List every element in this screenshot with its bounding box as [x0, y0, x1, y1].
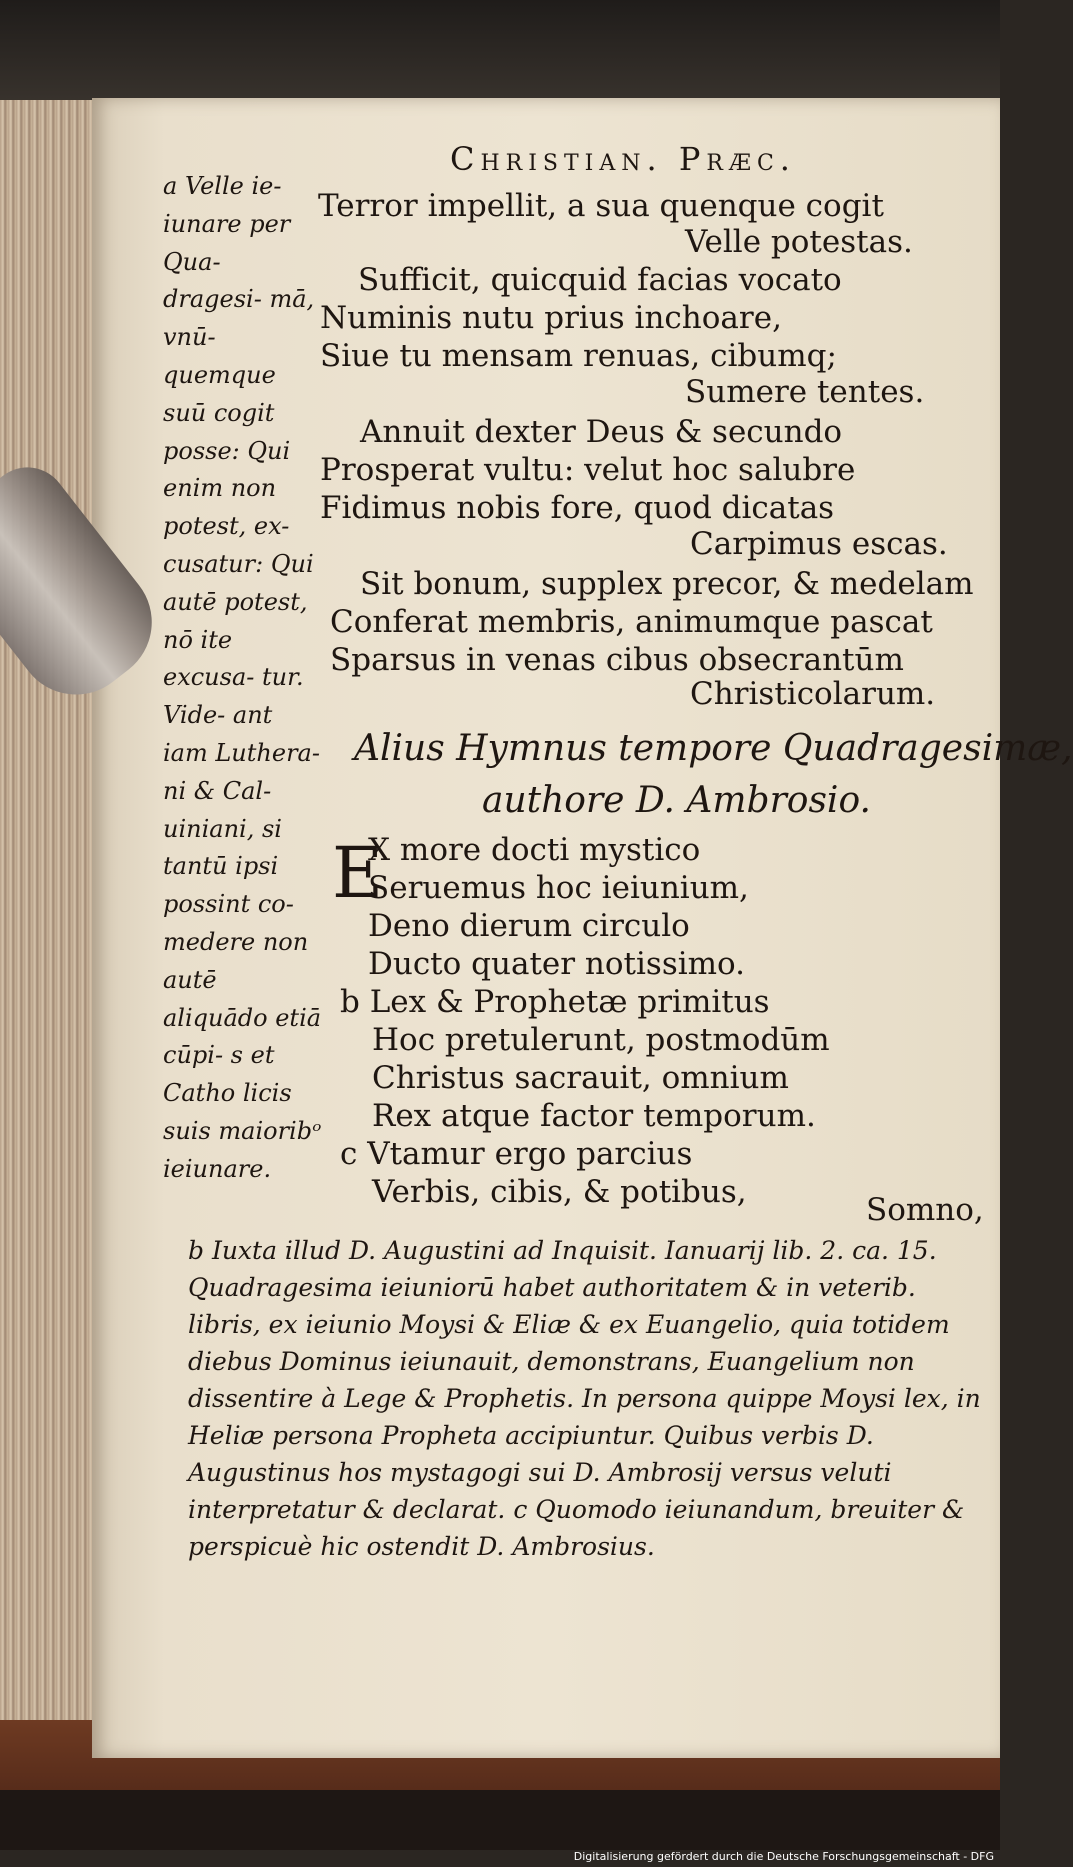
verse-line: Sit bonum, supplex precor, & medelam — [360, 566, 974, 602]
verse-line: Deno dierum circulo — [368, 908, 690, 944]
verse-line: Velle potestas. — [685, 224, 913, 260]
verse-line: Conferat membris, animumque pascat — [330, 604, 933, 640]
verse-line: Sparsus in venas cibus obsecrantūm — [330, 642, 904, 678]
verse-line: Seruemus hoc ieiunium, — [368, 870, 749, 906]
verse-line: Christus sacrauit, omnium — [372, 1060, 789, 1096]
footnotes: b Iuxta illud D. Augustini ad Inquisit. Ianuarij lib. 2. ca. 15. Quadragesima ieiuniorū habet authoritatem & in veterib. libris, ex ieiunio Moysi & Eliæ & ex Euangelio, quia totidem diebus Dominus ieiunauit, demonstrans, Euangelium non dissentire à Lege & Prophetis. In persona quippe Moysi lex, in Heliæ persona Propheta accipiuntur. Quibus verbis D. Augustinus hos mystagogi sui D. Ambrosij versus veluti interpretatur & declarat. c Quomodo ieiunandum, breuiter & perspicuè hic ostendit D. Ambrosius. — [188, 1236, 981, 1561]
drop-capital: E — [332, 832, 384, 914]
verse-line: Verbis, cibis, & potibus, — [372, 1174, 747, 1210]
verse-line: X more docti mystico — [368, 832, 701, 868]
verse-line: Christicolarum. — [690, 676, 936, 712]
verse-line: c Vtamur ergo parcius — [340, 1136, 693, 1172]
verse-line: Annuit dexter Deus & secundo — [360, 414, 843, 450]
hymn-heading-line-1: Alius Hymnus tempore Quadragesimæ, — [354, 728, 1073, 769]
verse-line: Numinis nutu prius inchoare, — [320, 300, 782, 336]
margin-note: a Velle ie- iunare per Qua- dragesi- mā, vnū- quemque suū cogit posse: Qui enim non potest, ex- cusatur: Qui autē potest, nō ite excusa- tur. Vide- ant iam Luthera- ni & Cal- uiniani, si tantū ipsi possint co- medere non autē aliquādo etiā cūpi- s et Catho licis suis maioribᵒ ieiunare. — [163, 172, 322, 1183]
verse-line: Ducto quater notissimo. — [368, 946, 746, 982]
verse-line: Sumere tentes. — [685, 374, 925, 410]
verse-line: b Lex & Prophetæ primitus — [340, 984, 770, 1020]
verse-line: Prosperat vultu: velut hoc salubre — [320, 452, 856, 488]
background-top — [0, 0, 1000, 110]
verse-line: Rex atque factor temporum. — [372, 1098, 816, 1134]
verse-line: Sufficit, quicquid facias vocato — [358, 262, 842, 298]
background-bottom — [0, 1790, 1000, 1850]
digitization-credit: Digitalisierung gefördert durch die Deutsche Forschungsgemeinschaft - DFG — [573, 1850, 994, 1863]
verse-line: Hoc pretulerunt, postmodūm — [372, 1022, 830, 1058]
verse-line: Fidimus nobis fore, quod dicatas — [320, 490, 835, 526]
verse-line: Siue tu mensam renuas, cibumq; — [320, 338, 837, 374]
hymn-heading-line-2: authore D. Ambrosio. — [482, 780, 871, 821]
verse-line: Terror impellit, a sua quenque cogit — [318, 188, 884, 224]
running-header: Christian. Præc. — [450, 140, 796, 178]
verse-line: Carpimus escas. — [690, 526, 948, 562]
catchword: Somno, — [866, 1192, 984, 1228]
